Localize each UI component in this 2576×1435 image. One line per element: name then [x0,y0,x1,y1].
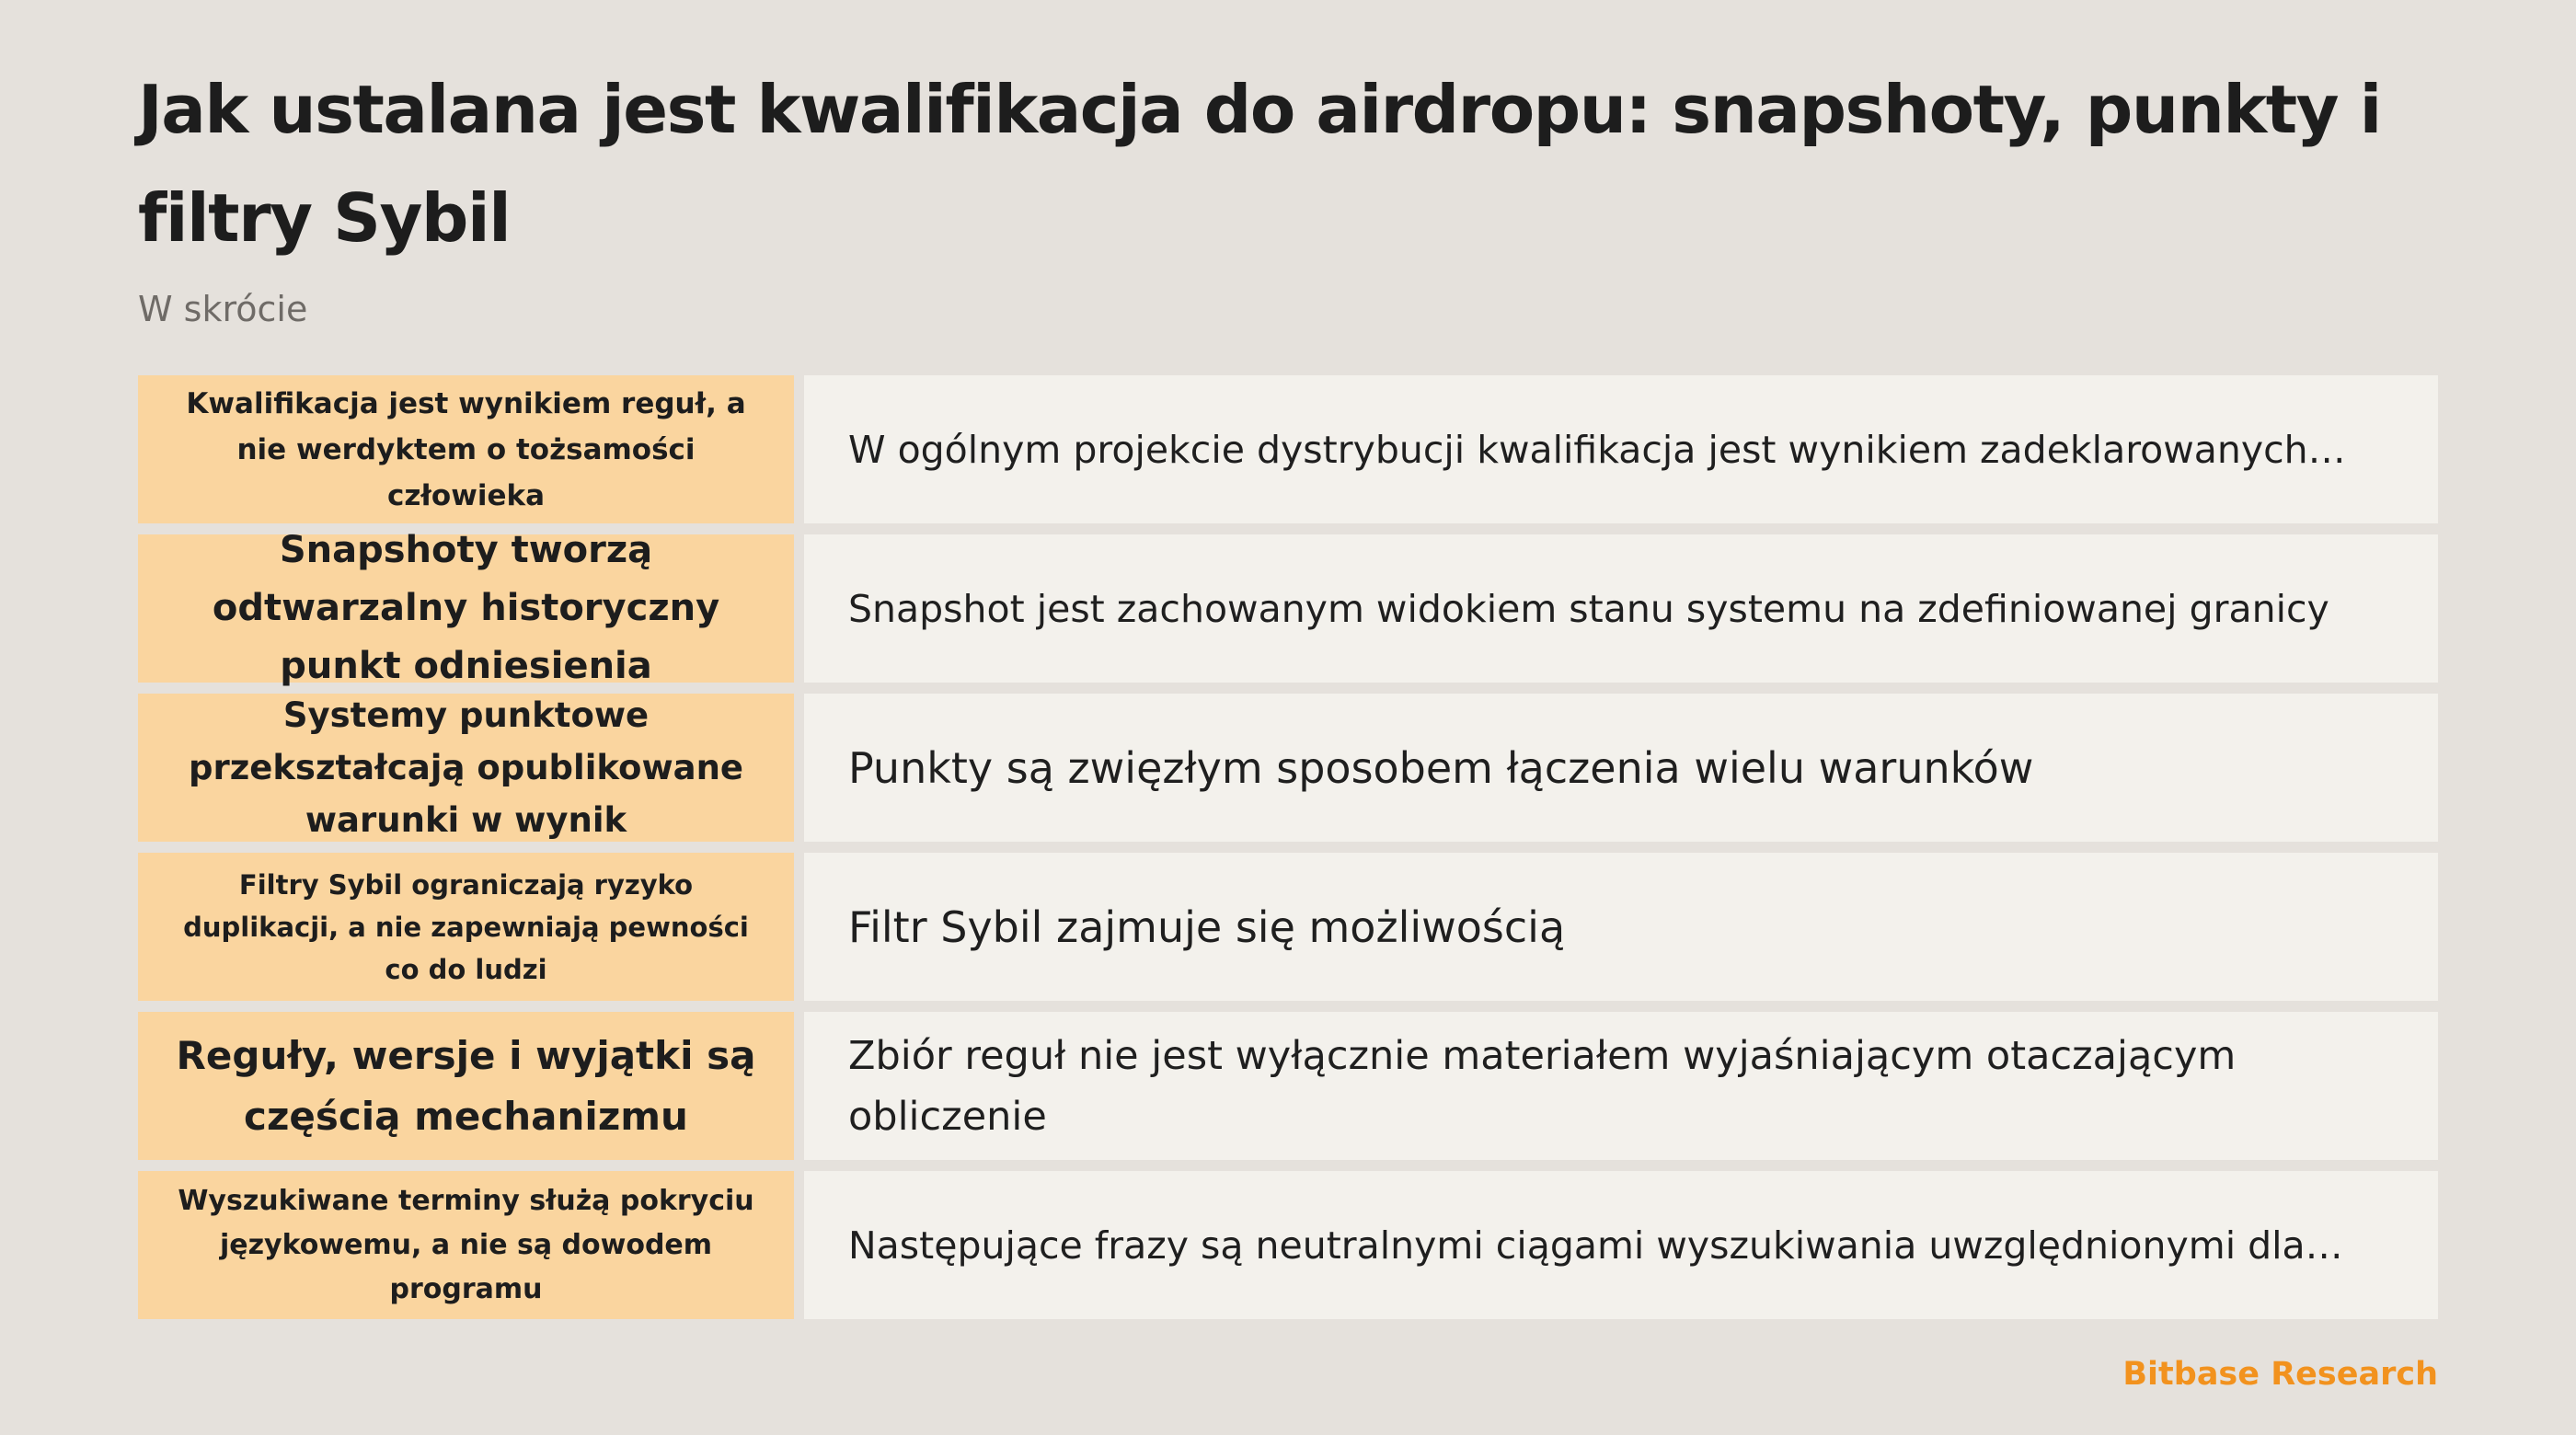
slide [138,0,2438,1435]
row-value-text: W ogólnym projekcie dystrybucji kwalifikacja jest wynikiem zadeklarowanych… [848,427,2346,472]
row-key-text: Wyszukiwane terminy służą pokryciu językowemu, a nie są dowodem programu [178,1184,754,1305]
page-subtitle: W skrócie [138,289,308,329]
row-key-cell [138,1171,794,1319]
table-row [138,529,2438,687]
row-value-cell [804,534,2438,683]
row-key-cell [138,375,794,523]
row-value-text: Punkty są zwięzłym sposobem łączenia wielu warunków [848,742,2034,793]
table-row [138,1171,2438,1319]
row-value-text: Filtr Sybil zajmuje się możliwością [848,901,1566,952]
row-key-text: Systemy punktowe przekształcają opublikowane warunki w wynik [188,695,744,840]
row-value-text: Zbiór reguł nie jest wyłącznie materiałem wyjaśniającym otaczającym obliczenie [848,1032,2237,1140]
table-row [138,853,2438,1001]
row-key-text: Reguły, wersje i wyjątki są częścią mechanizmu [176,1032,756,1139]
summary-table [138,375,2438,1330]
row-value-cell [804,1012,2438,1160]
row-key-cell [138,694,794,842]
table-row [138,375,2438,523]
table-row [138,694,2438,842]
row-key-text: Snapshoty tworzą odtwarzalny historyczny punkt odniesienia [212,529,720,687]
row-key-text: Kwalifikacja jest wynikiem reguł, a nie werdyktem o tożsamości człowieka [186,386,746,512]
row-key-cell [138,853,794,1001]
table-row [138,1012,2438,1160]
row-key-text: Filtry Sybil ograniczają ryzyko duplikacji, a nie zapewniają pewności co do ludzi [183,868,749,985]
row-value-text: Snapshot jest zachowanym widokiem stanu systemu na zdefiniowanej granicy [848,586,2329,631]
row-value-cell [804,1171,2438,1319]
row-value-cell [804,375,2438,523]
row-value-cell [804,853,2438,1001]
page-title: Jak ustalana jest kwalifikacja do airdropu: snapshoty, punkty i filtry Sybil [138,71,2381,257]
brand-label: Bitbase Research [2122,1356,2438,1393]
row-value-cell [804,694,2438,842]
row-value-text: Następujące frazy są neutralnymi ciągami wyszukiwania uwzględnionymi dla… [848,1223,2343,1268]
row-key-cell [138,1012,794,1160]
row-key-cell [138,529,794,687]
